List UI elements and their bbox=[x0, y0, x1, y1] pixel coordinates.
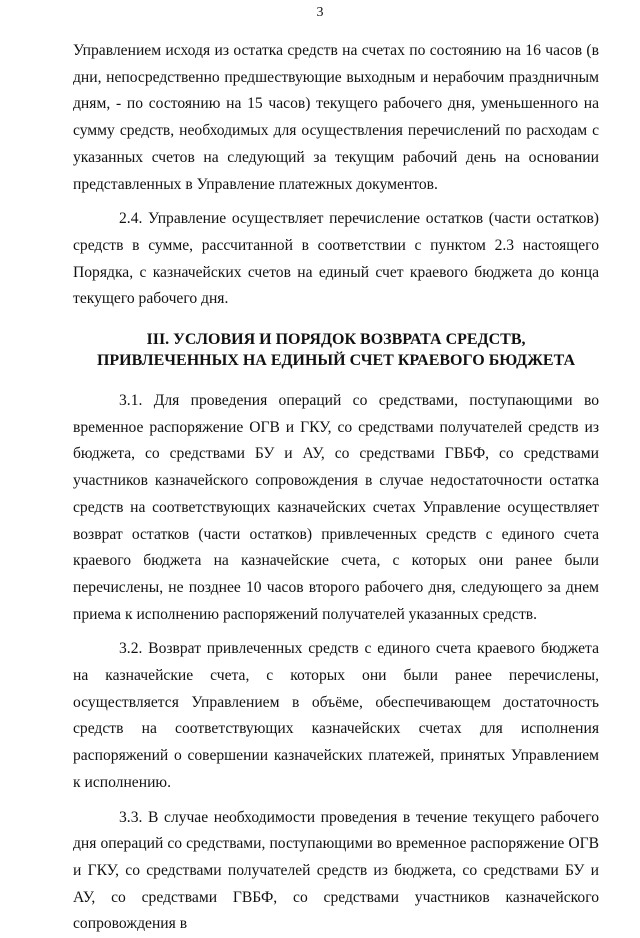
section-heading-line-2: ПРИВЛЕЧЕННЫХ НА ЕДИНЫЙ СЧЕТ КРАЕВОГО БЮДЖЕТА bbox=[96, 352, 576, 370]
page-number: 3 bbox=[316, 5, 324, 20]
section-heading bbox=[73, 329, 599, 371]
paragraph-3-2: 3.2. Возврат привлеченных средств с единого счета краевого бюджета на казначейские счета, с которых они были ранее перечислены, осуществляется Управлением в объёме, обеспечивающем достаточность средств на соответствующих казначейских счетах для исполнения распоряжений о совершении казначейских платежей, принятых Управлением к исполнению. bbox=[73, 640, 599, 791]
paragraph-3-3: 3.3. В случае необходимости проведения в течение текущего рабочего дня операций со средствами, поступающими во временное распоряжение ОГВ и ГКУ, со средствами получателей средств из бюджета, со средствами БУ и АУ, со средствами ГВБФ, со средствами участников казначейского сопровождения в bbox=[73, 808, 599, 933]
paragraph-3-1: 3.1. Для проведения операций со средствами, поступающими во временное распоряжение ОГВ и ГКУ, со средствами получателей средств из бюджета, со средствами БУ и АУ, со средствами ГВБФ, со средствами участников казначейского сопровождения в случае недостаточности остатка средств на соответствующих казначейских счетах Управление осуществляет возврат остатков (части остатков) привлеченных средств с единого счета краевого бюджета на казначейские счета, с которых они ранее были перечислены, не позднее 10 часов второго рабочего дня, следующего за днем приема к исполнению распоряжений получателей указанных средств. bbox=[73, 392, 599, 623]
paragraph-continuation: Управлением исходя из остатка средств на счетах по состоянию на 16 часов (в дни, непосредственно предшествующие выходным и нерабочим праздничным дням, - по состоянию на 15 часов) текущего рабочего дня, уменьшенного на сумму средств, необходимых для осуществления перечислений по расходам с указанных счетов на следующий за текущим рабочий день на основании представленных в Управление платежных документов. bbox=[73, 42, 599, 193]
paragraph-2-4: 2.4. Управление осуществляет перечисление остатков (части остатков) средств в сумме, рассчитанной в соответствии с пунктом 2.3 настоящего Порядка, с казначейских счетов на единый счет краевого бюджета до конца текущего рабочего дня. bbox=[73, 210, 599, 308]
section-heading-line-1: III. УСЛОВИЯ И ПОРЯДОК ВОЗВРАТА СРЕДСТВ, bbox=[146, 331, 526, 349]
document-body bbox=[73, 38, 599, 938]
